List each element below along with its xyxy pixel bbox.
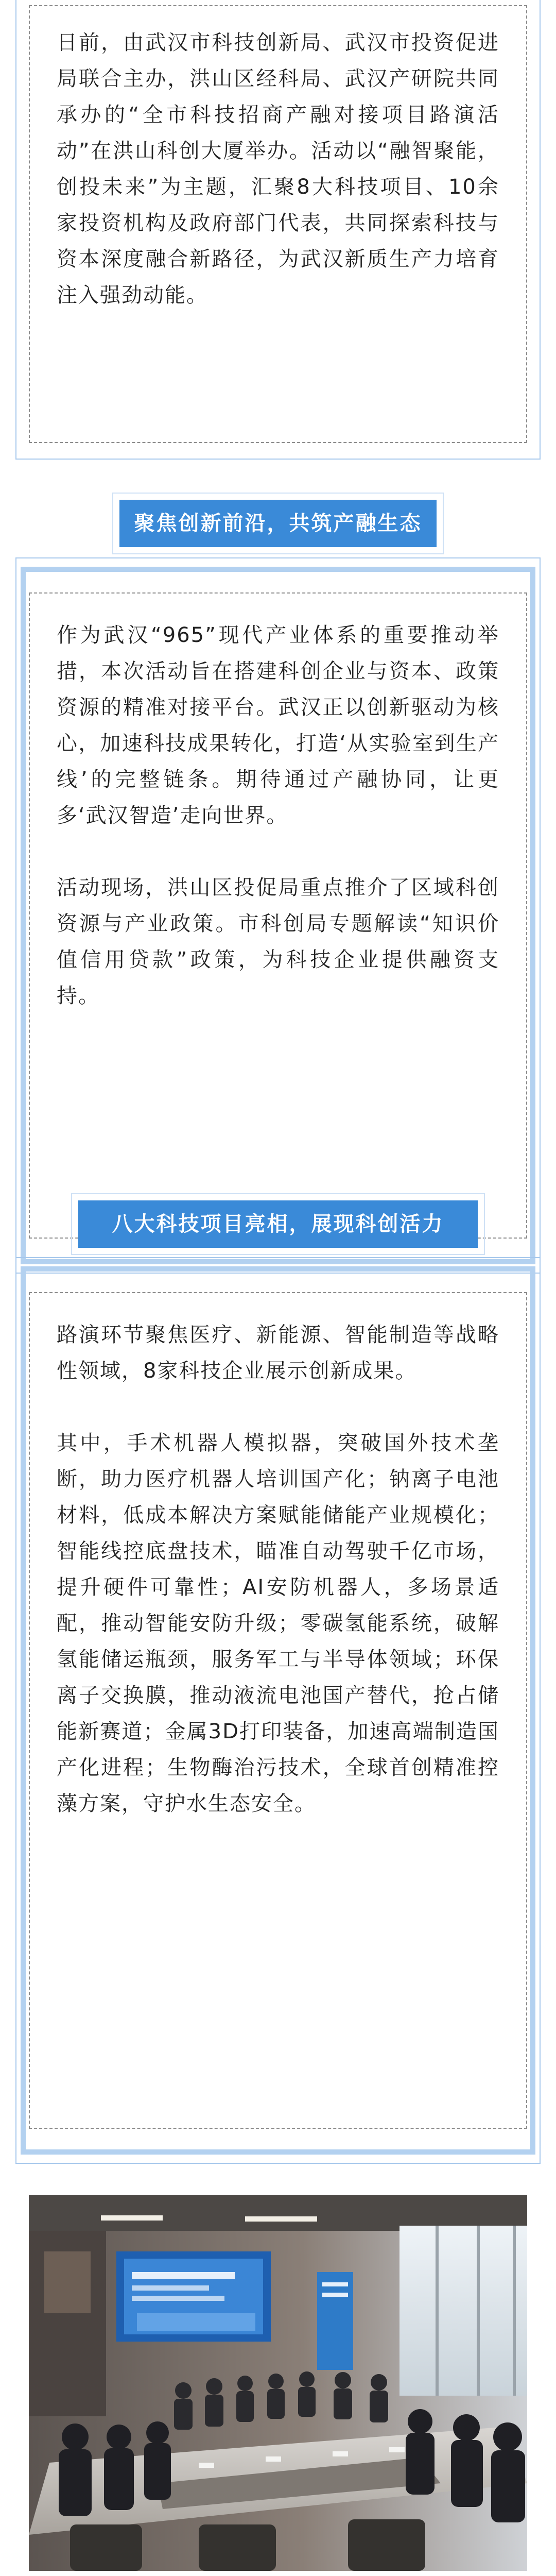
section2-paragraph-2: 其中，手术机器人模拟器，突破国外技术垄断，助力医疗机器人培训国产化；钠离子电池材料，低成本解决方案赋能储能产业规模化；智能线控底盘技术，瞄准自动驾驶千亿市场，提升硬件可靠性；AI安防机器人，多场景适配，推动智能安防升级；零碳氢能系统，破解氢能储运瓶颈，服务军工与半导体领域；环保离子交换膜，推动液流电池国产替代，抢占储能新赛道；金属3D打印装备，加速高端制造国产化进程；生物酶治污技术，全球首创精准控藻方案，守护水生态安全。	[57, 1431, 499, 1816]
intro-frame-left	[15, 0, 16, 459]
intro-card	[29, 5, 527, 443]
section2-card	[29, 1292, 527, 2129]
event-photo	[29, 2195, 527, 2571]
section1-heading: 聚焦创新前沿，共筑产融生态	[119, 500, 437, 547]
intro-frame-bottom	[15, 459, 541, 460]
section1-paragraph-2: 活动现场，洪山区投促局重点推介了区域科创资源与产业政策。市科创局专题解读“知识价值信用贷款”政策，为科技企业提供融资支持。	[57, 876, 499, 1008]
section1-paragraph-1: 作为武汉“965”现代产业体系的重要推动举措，本次活动旨在搭建科创企业与资本、政策资源的精准对接平台。武汉正以创新驱动为核心，加速科技成果转化，打造‘从实验室到生产线’的完整链条。期待通过产融协同，让更多‘武汉智造’走向世界。	[57, 623, 499, 827]
section1-card	[29, 592, 527, 1239]
intro-text: 日前，由武汉市科技创新局、武汉市投资促进局联合主办，洪山区经科局、武汉产研院共同承办的“全市科技招商产融对接项目路演活动”在洪山科创大厦举办。活动以“融智聚能，创投未来”为主题，汇聚8大科技项目、10余家投资机构及政府部门代表，共同探索科技与资本深度融合新路径，为武汉新质生产力培育注入强劲动能。	[57, 31, 499, 307]
section2-paragraph-1: 路演环节聚焦医疗、新能源、智能制造等战略性领域，8家科技企业展示创新成果。	[57, 1323, 499, 1383]
section2-heading: 八大科技项目亮相，展现科创活力	[78, 1200, 478, 1248]
intro-frame-right	[540, 0, 541, 459]
